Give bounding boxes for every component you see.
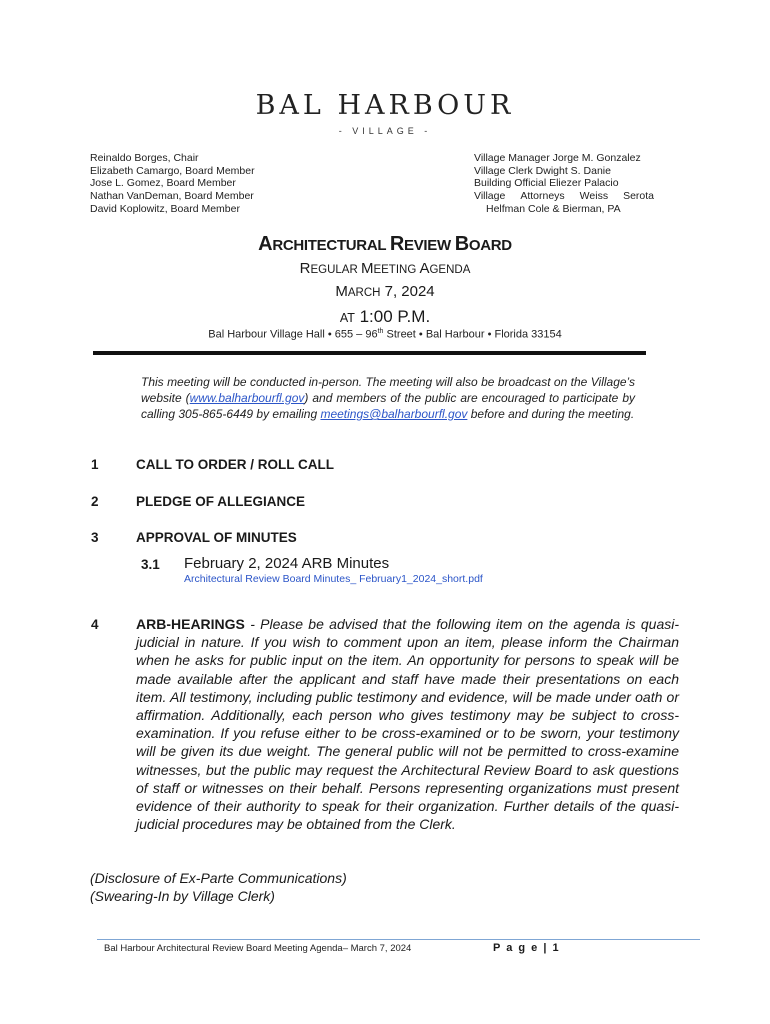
attorneys-word: Weiss [579,190,609,203]
subtitle-initial: M [360,260,374,277]
address-superscript: th [377,328,384,335]
title-smallcaps: RCHITECTURAL [272,237,390,254]
meeting-notice [141,374,635,422]
board-member: Elizabeth Camargo, Board Member [90,164,255,177]
staff-village-manager: Village Manager Jorge M. Gonzalez [474,152,641,164]
title-initial: A [258,233,273,255]
date-smallcaps: ARCH [347,287,381,299]
board-member: Reinaldo Borges, Chair [90,152,199,164]
sub-item-number: 3.1 [141,557,160,572]
page-num: 1 [552,942,561,954]
time-prefix: AT [339,311,355,325]
address-part: Street • Bal Harbour • Florida 33154 [383,328,562,341]
hearing-label: ARB-HEARINGS [136,616,245,632]
title-smallcaps: OARD [468,237,512,254]
notice-text: ) and members of the public are encouraged to participate by calling 305-865-6449 by emailing [141,391,635,421]
subtitle-smallcaps: GENDA [429,264,471,276]
subtitle-smallcaps: EGULAR [310,264,361,276]
notice-text: This meeting will be conducted in-person. The meeting will also be broadcast on the Village’s website ( [141,375,635,405]
address-part: Bal Harbour Village Hall • 655 – 96 [208,328,378,341]
minutes-item-title: February 2, 2024 ARB Minutes [184,555,390,572]
time-value: 1:00 P.M. [354,307,431,326]
attorneys-word: Village [474,190,506,203]
board-member: Nathan VanDeman, Board Member [90,190,254,203]
date-tail: 7, 2024 [380,283,435,300]
village-logo-title: BAL HARBOUR [255,90,515,121]
board-member-list [90,152,370,216]
page-number [493,942,560,954]
subtitle-initial: R [299,260,311,277]
agenda-item-arb-hearings [136,615,679,833]
board-member: Jose L. Gomez, Board Member [90,177,236,190]
staff-list [474,152,654,216]
meeting-date [0,283,770,300]
date-initial: M [335,283,348,300]
footer-divider [97,939,700,940]
meeting-time [0,307,770,327]
attorneys-word: Attorneys [520,190,565,203]
page-label: P a g e | [493,942,553,954]
header-divider [93,351,646,355]
village-logo-subtitle: - VILLAGE - [338,126,432,136]
email-link[interactable]: meetings@balharbourfl.gov [320,407,468,421]
hearing-text: - Please be advised that the following item on the agenda is quasi-judicial in nature. If you wish to comment upon an item, please inform the Chairman when he asks for public input on the item. An opportunity for persons to speak will be made available after the applicant and staff have made their presentations on each item. All testimony, including public testimony and evidence, will be made under oath or affirmation. Additionally, each person who gives testimony may be subject to cross-examination. If you refuse either to be cross-examined or to be sworn, your testimony will be given its due weight. The general public will not be permitted to cross-examine witnesses, but the public may request the Architectural Review Board to ask questions of staff or witnesses on their behalf. Persons representing organizations must present evidence of their authority to speak for their organization. Further details of the quasi-judicial procedures may be obtained from the Clerk. [136,616,679,833]
agenda-item-approval-of-minutes: APPROVAL OF MINUTES [136,530,297,545]
title-initial: R [389,233,404,255]
page-title [0,233,770,256]
agenda-subtitle [0,260,770,277]
agenda-item-call-to-order: CALL TO ORDER / ROLL CALL [136,457,334,472]
meeting-address [0,328,770,341]
swearing-in-note: (Swearing-In by Village Clerk) [90,888,275,904]
disclosure-note: (Disclosure of Ex-Parte Communications) [90,870,347,886]
staff-village-attorneys [474,190,654,203]
agenda-item-number: 3 [91,530,99,545]
agenda-item-number: 2 [91,494,99,509]
board-member: David Koplowitz, Board Member [90,202,240,215]
staff-building-official: Building Official Eliezer Palacio [474,177,619,190]
minutes-attachment-link[interactable]: Architectural Review Board Minutes_ February1_2024_short.pdf [184,573,483,585]
agenda-item-pledge: PLEDGE OF ALLEGIANCE [136,494,306,509]
website-link[interactable]: www.balharbourfl.gov [189,391,305,405]
staff-village-clerk: Village Clerk Dwight S. Danie [474,164,611,177]
staff-attorneys-firm: Helfman Cole & Bierman, PA [486,202,621,215]
title-initial: B [454,233,469,255]
subtitle-initial: A [419,260,430,277]
agenda-item-number: 1 [91,457,99,472]
agenda-item-number: 4 [91,617,99,632]
title-smallcaps: EVIEW [403,237,455,254]
notice-text: before and during the meeting. [467,407,635,421]
attorneys-word: Serota [623,190,654,203]
footer-text: Bal Harbour Architectural Review Board Meeting Agenda– March 7, 2024 [104,943,412,954]
subtitle-smallcaps: EETING [373,264,420,276]
